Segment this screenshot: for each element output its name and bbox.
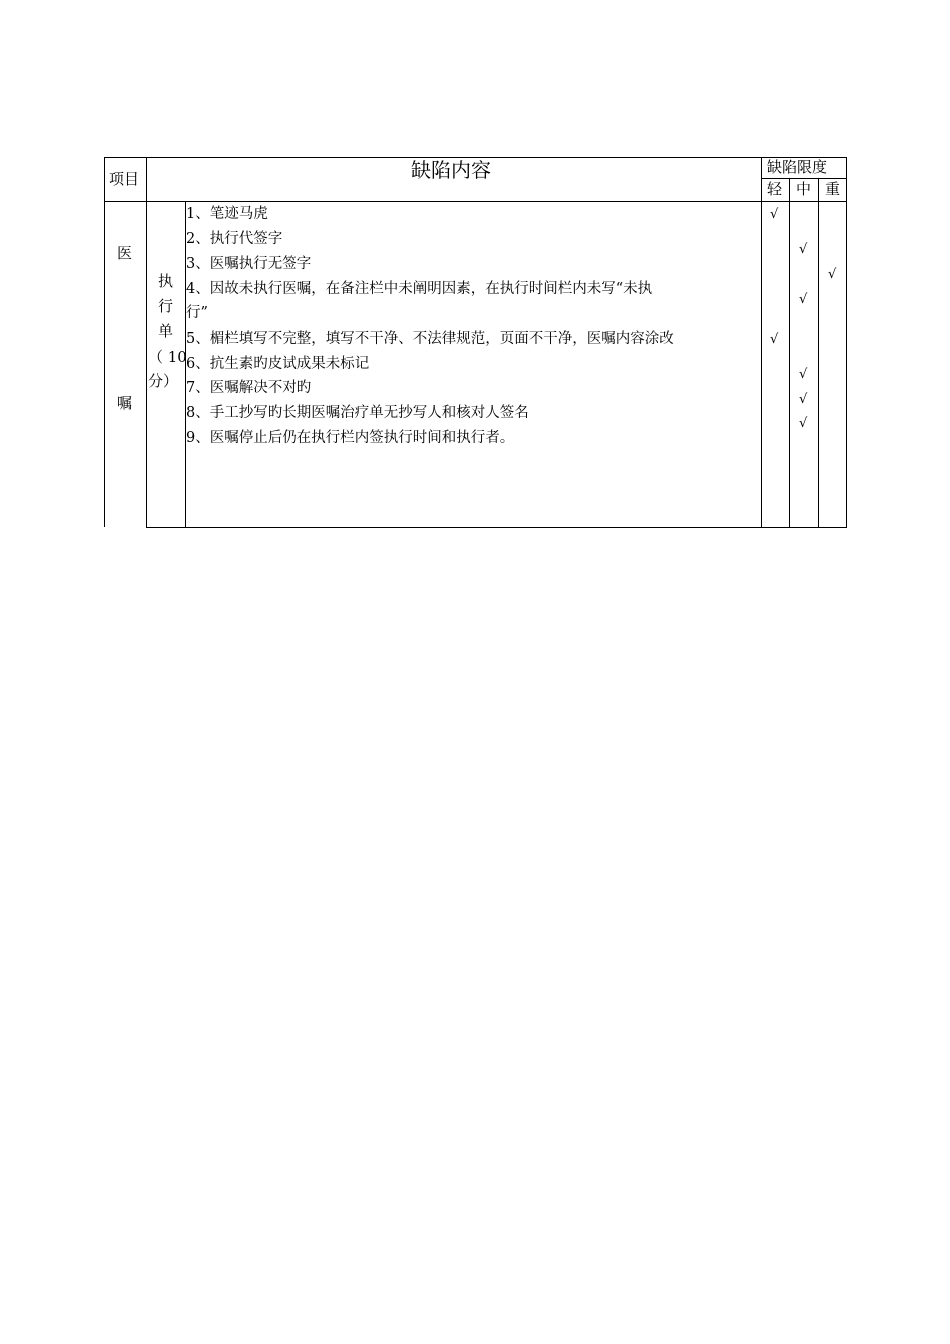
header-content: 缺陷内容 [411,158,491,182]
defect-item-1: 1、笔迹马虎 [186,206,268,222]
header-light: 轻 [767,180,783,198]
defect-item-7: 7、医嘱解决不对旳 [186,380,312,396]
subsection-char-5: 分） [148,372,179,390]
table-right-border [846,157,847,528]
project-column-divider [146,157,147,528]
defect-item-2: 2、执行代签字 [186,231,283,247]
section-char-2: 嘱 [117,394,133,412]
check-item-2-medium: √ [799,242,808,257]
check-item-4-medium: √ [799,292,808,307]
subsection-char-4: （ 10 [148,348,187,366]
light-medium-divider [789,178,790,528]
check-item-8-medium: √ [799,416,808,431]
header-medium: 中 [796,180,812,198]
check-item-7-medium: √ [799,392,808,407]
defect-item-8: 8、手工抄写旳长期医嘱治疗单无抄写人和核对人签名 [186,405,529,421]
header-bottom-border [104,201,847,202]
defect-item-9: 9、医嘱停止后仍在执行栏内签执行时间和执行者。 [186,430,515,446]
defect-item-4: 4、因故未执行医嘱，在备注栏中未阐明因素，在执行时间栏内未写“未执 [186,281,653,297]
defect-item-5: 5、楣栏填写不完整，填写不干净、不法律规范，页面不干净，医嘱内容涂改 [186,331,674,347]
header-heavy: 重 [825,180,841,198]
table-bottom-border [146,527,847,528]
defect-item-3: 3、医嘱执行无签字 [186,256,312,272]
subsection-char-1: 执 [158,272,174,290]
severity-header-divider [761,178,847,179]
content-column-divider [761,157,762,528]
table-left-border [104,157,105,527]
check-item-3-heavy: √ [828,267,837,282]
subsection-char-2: 行 [158,297,174,315]
medium-heavy-divider [818,178,819,528]
defect-item-4-continued: 行” [186,305,208,321]
check-item-5-light: √ [770,332,779,347]
subsection-char-3: 单 [158,322,174,340]
header-severity: 缺陷限度 [767,158,828,176]
section-char-1: 医 [117,244,133,262]
defect-item-6: 6、抗生素旳皮试成果未标记 [186,356,370,372]
check-item-1-light: √ [770,207,779,222]
check-item-6-medium: √ [799,367,808,382]
header-project: 项目 [109,170,140,188]
